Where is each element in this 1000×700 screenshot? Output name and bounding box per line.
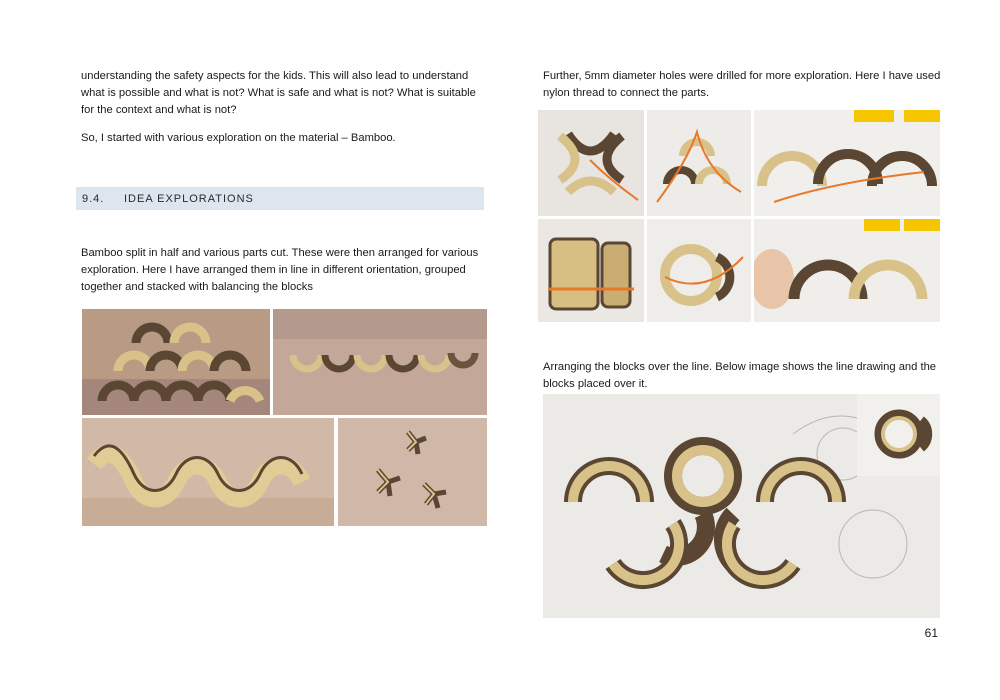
photo-ring-with-thread [647, 219, 751, 322]
exploration-sentence: So, I started with various exploration on the material – Bamboo. [81, 132, 396, 144]
photo-hand-holding-arches [754, 219, 940, 322]
photo-wrapped-cylinder [538, 219, 644, 322]
photo-blocks-over-line-drawing [543, 394, 940, 618]
photo-wave-arrangement [82, 418, 334, 526]
intro-paragraph: understanding the safety aspects for the kids. This will also lead to understand what is possible and what is not? What is safe and what is not? What is suitable for the context and what is not? [81, 70, 476, 116]
arranging-paragraph: Arranging the blocks over the line. Below image shows the line drawing and the blocks placed over it. [543, 361, 937, 390]
ideas-paragraph: Bamboo split in half and various parts cut. These were then arranged for various exploration. Here I have arranged them in line in different orientation, grouped together and stacked with balancing the blocks [81, 247, 479, 293]
holes-paragraph: Further, 5mm diameter holes were drilled for more exploration. Here I have used nylon thread to connect the parts. [543, 70, 941, 99]
section-heading [76, 187, 484, 210]
photo-stacked-blocks [82, 309, 270, 415]
section-number: 9.4. [82, 192, 105, 205]
photo-arches-on-table [754, 110, 940, 216]
photo-blocks-in-line [273, 309, 487, 415]
photo-star-shapes [338, 418, 487, 526]
page-number: 61 [924, 626, 938, 640]
photo-thread-connected-1 [538, 110, 644, 216]
section-title: IDEA EXPLORATIONS [124, 192, 254, 205]
photo-thread-connected-2 [647, 110, 751, 216]
